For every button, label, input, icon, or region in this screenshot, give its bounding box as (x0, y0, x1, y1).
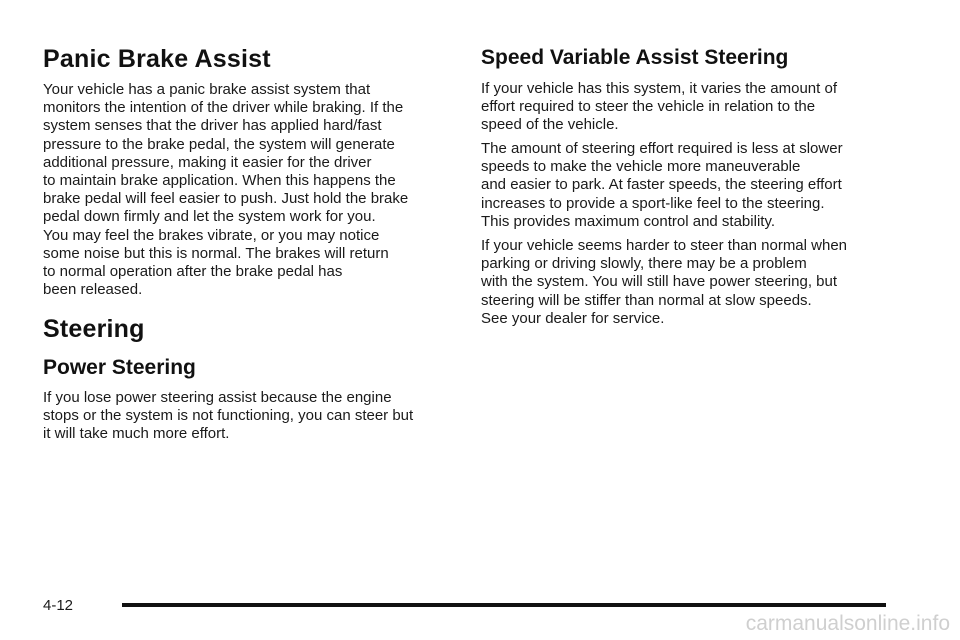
power-steering-body: If you lose power steering assist because the engine stops or the system is not functioning, you can steer but it will take much more effort. (43, 389, 414, 443)
panic-brake-assist-heading: Panic Brake Assist (43, 45, 271, 73)
speed-variable-assist-heading: Speed Variable Assist Steering (481, 46, 789, 69)
watermark: carmanualsonline.info (745, 612, 950, 635)
page-number: 4-12 (43, 597, 74, 614)
power-steering-heading: Power Steering (43, 356, 196, 379)
steering-heading: Steering (43, 315, 145, 343)
panic-brake-assist-body: Your vehicle has a panic brake assist system that monitors the intention of the driver while braking. If the system senses that the driver has applied hard/fast pressure to the brake pedal, the system will generate additional pressure, making it easier for the driver to maintain brake application. When this happens the brake pedal will feel easier to push. Just hold the brake pedal down firmly and let the system work for you. You may feel the brakes vibrate, or you may notice some noise but this is normal. The brakes will return to normal operation after the brake pedal has been released. (43, 81, 409, 299)
speed-variable-paragraph-3: If your vehicle seems harder to steer than normal when parking or driving slowly, there may be a problem with the system. You will still have power steering, but steering will be stiffer than normal at slow speeds. See your dealer for service. (481, 237, 848, 327)
footer-rule (122, 603, 886, 607)
speed-variable-paragraph-1: If your vehicle has this system, it varies the amount of effort required to steer the vehicle in relation to the speed of the vehicle. (481, 80, 837, 134)
speed-variable-paragraph-2: The amount of steering effort required is less at slower speeds to make the vehicle more maneuverable and easier to park. At faster speeds, the steering effort increases to provide a sport-like feel to the steering. This provides maximum control and stability. (481, 140, 843, 230)
